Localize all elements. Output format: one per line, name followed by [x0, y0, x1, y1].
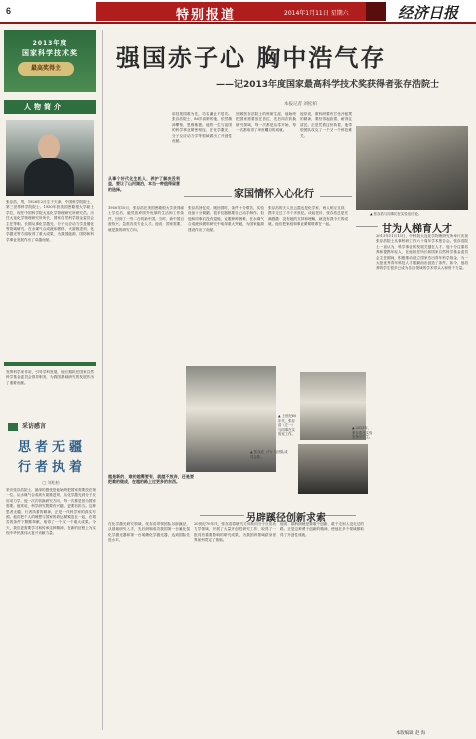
team-photo — [298, 444, 368, 494]
team-photo-caption: ▲ 张存浩（中）与团队成员合影。 — [250, 450, 288, 459]
profile-bar-label: 人物简介 — [24, 103, 64, 111]
family-col-1: 1950年10月，张存浩在美国密歇根大学获得硕士学位后，毅然放弃国外优厚的生活和工作条件，回到了一穷二白的新中国。当时，新中国百废待兴，急需各类专业人才。他说：国家需要，就是我的研究方向。 — [108, 206, 184, 232]
main-headline: 强国赤子心 胸中浩气存 — [116, 43, 387, 72]
badge-ribbon: 最高奖得主 — [18, 62, 74, 76]
portrait-face — [38, 134, 60, 160]
section-rule — [320, 196, 352, 197]
page-number: 6 — [6, 6, 12, 16]
intro-col-1: 用技报国敢为先，功名谦让不居功。张存浩院士，86岁高龄的他，依然精神矍铄，思维敏捷。他的一生与祖国的科学事业紧密相连，在化学激光、分子反应动力学等领域做出了开创性贡献。 — [172, 112, 232, 144]
innovate-col-3: 他说：搞科研就是要敢于创新，敢于走别人没走过的路。正是这种勇于创新的精神，使他在多个领域都取得了开创性成就。 — [280, 522, 364, 537]
portrait-body — [24, 158, 74, 196]
section-title-family: 家国情怀入心化行 — [234, 189, 314, 200]
byline: 本报记者 刘松柏 — [284, 102, 317, 107]
sub-headline: ——记2013年度国家最高科学技术奖获得者张存浩院士 — [216, 80, 440, 90]
intro-quote: 从事个好代化生机人，养护了解决没利益，要让了山河湖泊，本当一种值得留意的选择。 — [108, 176, 180, 192]
left-divider — [4, 362, 96, 366]
section-band — [96, 2, 366, 21]
left-body-text: 发挥科学家作用，引导学科发展，他长期担任国家自然科学基金委员会领导职务，为我国基础研究的发展作出了重要贡献。 — [6, 370, 94, 385]
section-rule — [356, 226, 378, 227]
page-editor: 本版编辑 赵 海 — [396, 731, 426, 736]
innovate-quote: 越是新的，难的越需要有，就越不放弃，还是要把难的做成，在越的路上过更多的东西。 — [108, 474, 194, 485]
innovate-col-1: 在化学激光研究领域，张存浩带领团队另辟蹊径，从基础研究入手，先后研制成功我国第一台氟化氢化学激光器和第一台氧碘化学激光器，达到国际先进水平。 — [108, 522, 190, 543]
column-title: 思者无疆 行者执着 — [17, 440, 86, 475]
portrait-photo — [6, 120, 94, 196]
profile-bar — [4, 100, 96, 114]
badge-award: 国家科学技术奖 — [22, 49, 78, 57]
innovate-col-2: 20世纪70年代，张存浩将研究方向转向分子反应动力学领域，开展了大量开创性研究工作，取得了一批具有重要影响的研究成果，为我国该领域跻身世界前列奠定了基础。 — [194, 522, 276, 543]
group-photo-caption: ▲ 张存浩与同事们在实验室讨论。 — [370, 212, 422, 216]
mentor-body: 2013年11月15日，中科院大连化学物理研究所举行庆祝张存浩院士从事科研工作六十周年学术报告会。张存浩院士一直认为，科学事业的发展关键在人才。他十分注重培养和提携年轻人，在他担任所长和国家自然科学基金委员会主任期间，积极推动设立国家杰出青年科学基金，为一大批优秀青年科技人才脱颖而出创造了条件。如今，他培养的学生很多已成为各自领域的学术带头人和骨干力量。 — [376, 234, 468, 271]
lab-photo-1-caption: ▲ 上世纪60年代，张存浩（左一）与同事在实验室工作。 — [278, 414, 297, 437]
column-body: 采访张存浩院士，最深的感受是他始终把国家需要放在第一位。从水煤气合成到火箭推进剂，从化学激光到分子反应动力学，他一次次转换研究方向，每一次都是因为国家需要。他常说，科学研究既要有兴趣，更要有担当。这种思者无疆、行者执着的精神，正是一代科学家的真实写照。他们把个人的理想与国家的命运紧紧连在一起，在艰苦的条件下默默奉献，取得了一个又一个重大成果。今天，我们更需要学习和传承这种精神，在新的征程上为实现中华民族伟大复兴贡献力量。 — [6, 488, 96, 536]
intro-col-2: 回顾张存浩院士的科研生涯，他始终把国家需要放在首位，先后四次转换研究领域，每一次都是从零开始，每一次都取得了举世瞩目的成就。 — [236, 112, 296, 133]
note-label: 采访感言 — [6, 420, 96, 434]
section-title-innovate: 另辟蹊径创新求索 — [246, 513, 326, 524]
family-col-2: 张存浩回忆说，刚回国时，条件十分艰苦，实验设备十分简陋，很多仪器都要自己动手制作。但他和同事们没有退缩，克服种种困难，在水煤气合成液体燃料研究中取得重大突破，为国家能源建设作出了贡献。 — [188, 206, 264, 232]
section-rule — [200, 515, 244, 516]
section-title: 特别报道 — [176, 8, 237, 23]
group-photo — [356, 126, 468, 210]
column-author: □ 刘松柏 — [42, 480, 60, 485]
profile-bio: 张存浩，男，1928年2月生于天津，中国科学院院士，第三世界科学院院士。1950年获美国密歇根大学硕士学位，现任中国科学院大连化学物理研究所研究员。历任大连化学物理研究所所长、国家自然科学基金委员会主任等职。长期从事化学激光、分子反应动力学及催化等领域研究，在水煤气合成液体燃料、火箭推进剂、化学激光等方面取得了重大成果，为我国能源、国防和科学事业发展作出了卓越贡献。 — [6, 200, 94, 242]
section-rule — [184, 196, 232, 197]
award-badge — [4, 30, 96, 92]
header-accent — [366, 2, 386, 21]
section-title-mentor: 甘为人梯育人才 — [382, 224, 452, 235]
badge-year: 2013年度 — [32, 40, 68, 47]
issue-date: 2014年1月11日 星期六 — [284, 10, 349, 17]
intro-col-3: 他常说，做科研要有甘坐冷板凳的精神，要经得起寂寞、耐得住清贫。正是凭着这份执着，他带领团队攻克了一个又一个科技难关。 — [300, 112, 352, 138]
section-rule — [326, 515, 356, 516]
lab-photo-2-caption: ▲ 2013年，张存浩在实验室指导学生。 — [352, 426, 373, 440]
newspaper-logo: 经济日报 — [398, 4, 459, 22]
column-divider — [102, 30, 103, 730]
family-col-3: 张存浩的夫人迟云霞也是化学家，两人相互支持，携手走过了半个多世纪。谈起老伴，张存浩总是充满感激：没有她的支持和理解，就没有我今天的成就。他们把家庭和事业紧紧联系在一起。 — [268, 206, 348, 227]
